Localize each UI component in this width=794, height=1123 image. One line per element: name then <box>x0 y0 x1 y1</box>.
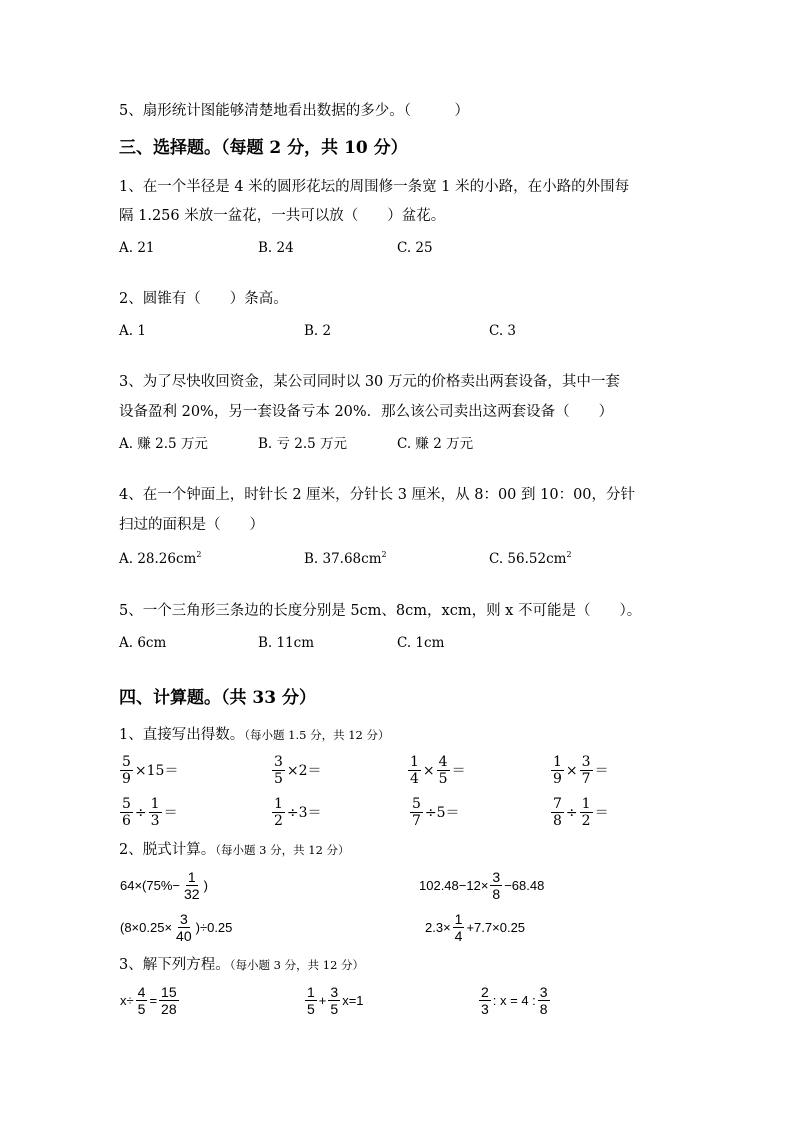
choice-q1-line2: 隔 1.256 米放一盆花，一共可以放（ ）盆花。 <box>119 208 446 224</box>
choice-q4-option-b: B. $37.68cm^2$ <box>304 550 387 567</box>
choice-q3-option-c: C. 赚 2 万元 <box>397 436 474 452</box>
section-4-heading: 四、计算题。（共 33 分） <box>119 688 316 708</box>
oral-calc-3: $\frac{1}{4}$ × $\frac{4}{5}$ ＝ <box>410 754 466 787</box>
choice-q5-option-a: A. 6cm <box>119 635 167 651</box>
oral-calc-7: $\frac{5}{7}$ ÷5＝ <box>412 796 460 829</box>
step-calc-3: (8×0.25× $\frac{3}{40}$ )÷0.25 <box>120 911 233 944</box>
choice-q1-line1: 1、在一个半径是 4 米的圆形花坛的周围修一条宽 1 米的小路，在小路的外围每 <box>119 179 630 195</box>
oral-calc-5: $\frac{5}{6}$ ÷ $\frac{1}{3}$ ＝ <box>122 796 178 829</box>
choice-q5-option-c: C. 1cm <box>397 635 445 651</box>
choice-q4-option-a: A. $28.26cm^2$ <box>119 550 202 567</box>
choice-q5-option-b: B. 11cm <box>258 635 315 651</box>
choice-q3-line1: 3、为了尽快收回资金，某公司同时以 30 万元的价格卖出两套设备，其中一套 <box>119 374 620 390</box>
choice-q2-option-a: A. 1 <box>119 323 146 339</box>
step-calc-1: 64×(75%− $\frac{1}{32}$ ) <box>120 869 208 902</box>
oral-calc-8: $\frac{7}{8}$ ÷ $\frac{1}{2}$ ＝ <box>553 796 609 829</box>
equation-2: $\frac{1}{5}$ + $\frac{3}{5}$ x=1 <box>307 984 364 1017</box>
choice-q3-option-a: A. 赚 2.5 万元 <box>119 436 208 452</box>
choice-q2-line1: 2、圆锥有（ ）条高。 <box>119 291 288 307</box>
choice-q2-option-c: C. 3 <box>489 323 517 339</box>
equation-1: x÷ $\frac{4}{5}$ = $\frac{15}{28}$ <box>120 984 177 1017</box>
choice-q3-line2: 设备盈利 20%，另一套设备亏本 20%．那么该公司卖出这两套设备（ ） <box>119 404 614 420</box>
choice-q4-line1: 4、在一个钟面上，时针长 2 厘米，分针长 3 厘米，从 8：00 到 10：00，分针 <box>119 487 636 503</box>
choice-q5-line1: 5、一个三角形三条边的长度分别是 5cm、8cm，xcm，则 x 不可能是（ ）。 <box>119 603 642 619</box>
equation-3: $\frac{2}{3}$ : x = 4 : $\frac{3}{8}$ <box>481 984 548 1017</box>
oral-calc-1: $\frac{5}{9}$ ×15＝ <box>122 754 179 787</box>
judge-question-5: 5、扇形统计图能够清楚地看出数据的多少。（ ） <box>119 103 469 119</box>
oral-calc-6: $\frac{1}{2}$ ÷3＝ <box>274 796 322 829</box>
calc-part1-title: 1、直接写出得数。（每小题 1.5 分，共 12 分） <box>119 727 390 743</box>
choice-q2-option-b: B. 2 <box>304 323 332 339</box>
section-3-heading: 三、选择题。（每题 2 分，共 10 分） <box>119 138 408 158</box>
choice-q1-option-b: B. 24 <box>258 240 294 256</box>
calc-part3-title: 3、解下列方程。（每小题 3 分，共 12 分） <box>119 957 365 973</box>
choice-q3-option-b: B. 亏 2.5 万元 <box>258 436 348 452</box>
oral-calc-4: $\frac{1}{9}$ × $\frac{3}{7}$ ＝ <box>553 754 609 787</box>
calc-part2-title: 2、脱式计算。（每小题 3 分，共 12 分） <box>119 842 350 858</box>
choice-q1-option-a: A. 21 <box>119 240 155 256</box>
step-calc-4: 2.3× $\frac{1}{4}$ +7.7×0.25 <box>425 911 526 944</box>
choice-q1-option-c: C. 25 <box>397 240 433 256</box>
step-calc-2: 102.48−12× $\frac{3}{8}$ −68.48 <box>419 869 545 902</box>
oral-calc-2: $\frac{3}{5}$ ×2＝ <box>274 754 322 787</box>
choice-q4-option-c: C. $56.52cm^2$ <box>489 550 572 567</box>
choice-q4-line2: 扫过的面积是（ ） <box>119 517 264 533</box>
